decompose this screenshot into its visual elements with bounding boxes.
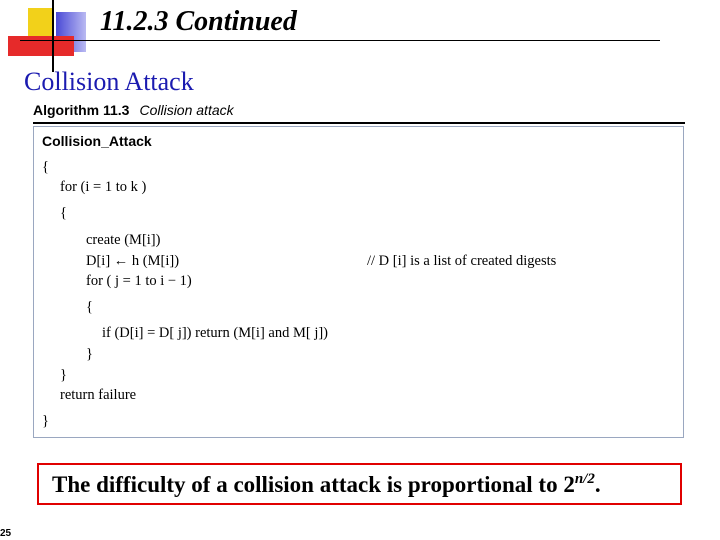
code-line: return failure: [60, 387, 137, 403]
algorithm-number: Algorithm 11.3: [33, 102, 130, 118]
code-comment: // D [i] is a list of created digests: [367, 253, 557, 269]
code-line: {: [60, 205, 67, 221]
statement-end: .: [594, 472, 601, 497]
code-line: {: [86, 299, 93, 315]
code-line: for (i = 1 to k ): [60, 179, 147, 195]
difficulty-statement: [52, 471, 601, 498]
statement-text: The difficulty of a collision attack is proportional to 2: [52, 472, 575, 497]
code-line: }: [60, 367, 67, 383]
algorithm-name: Collision attack: [139, 102, 234, 118]
code-line: if (D[i] = D[ j]) return (M[i] and M[ j]): [102, 325, 329, 341]
algorithm-code-box: [33, 126, 684, 438]
difficulty-statement-box: [37, 463, 682, 505]
code-line: for ( j = 1 to i − 1): [86, 273, 192, 289]
code-line: }: [42, 413, 49, 429]
code-line: }: [86, 346, 93, 362]
code-line: {: [42, 159, 49, 175]
logo-vertical-line: [52, 0, 54, 72]
section-subtitle: Collision Attack: [24, 67, 194, 96]
code-line: create (M[i]): [86, 232, 161, 248]
code-line: D[i] ← h (M[i]): [86, 253, 180, 269]
title-underline: [20, 40, 660, 41]
logo-red-bar: [8, 36, 74, 56]
algorithm-header: [33, 102, 234, 118]
code-line: Collision_Attack: [42, 133, 152, 149]
statement-exponent: n/2: [574, 471, 595, 487]
algorithm-rule: [33, 122, 685, 124]
page-title: 11.2.3 Continued: [100, 6, 297, 37]
page-number: 25: [0, 528, 12, 539]
